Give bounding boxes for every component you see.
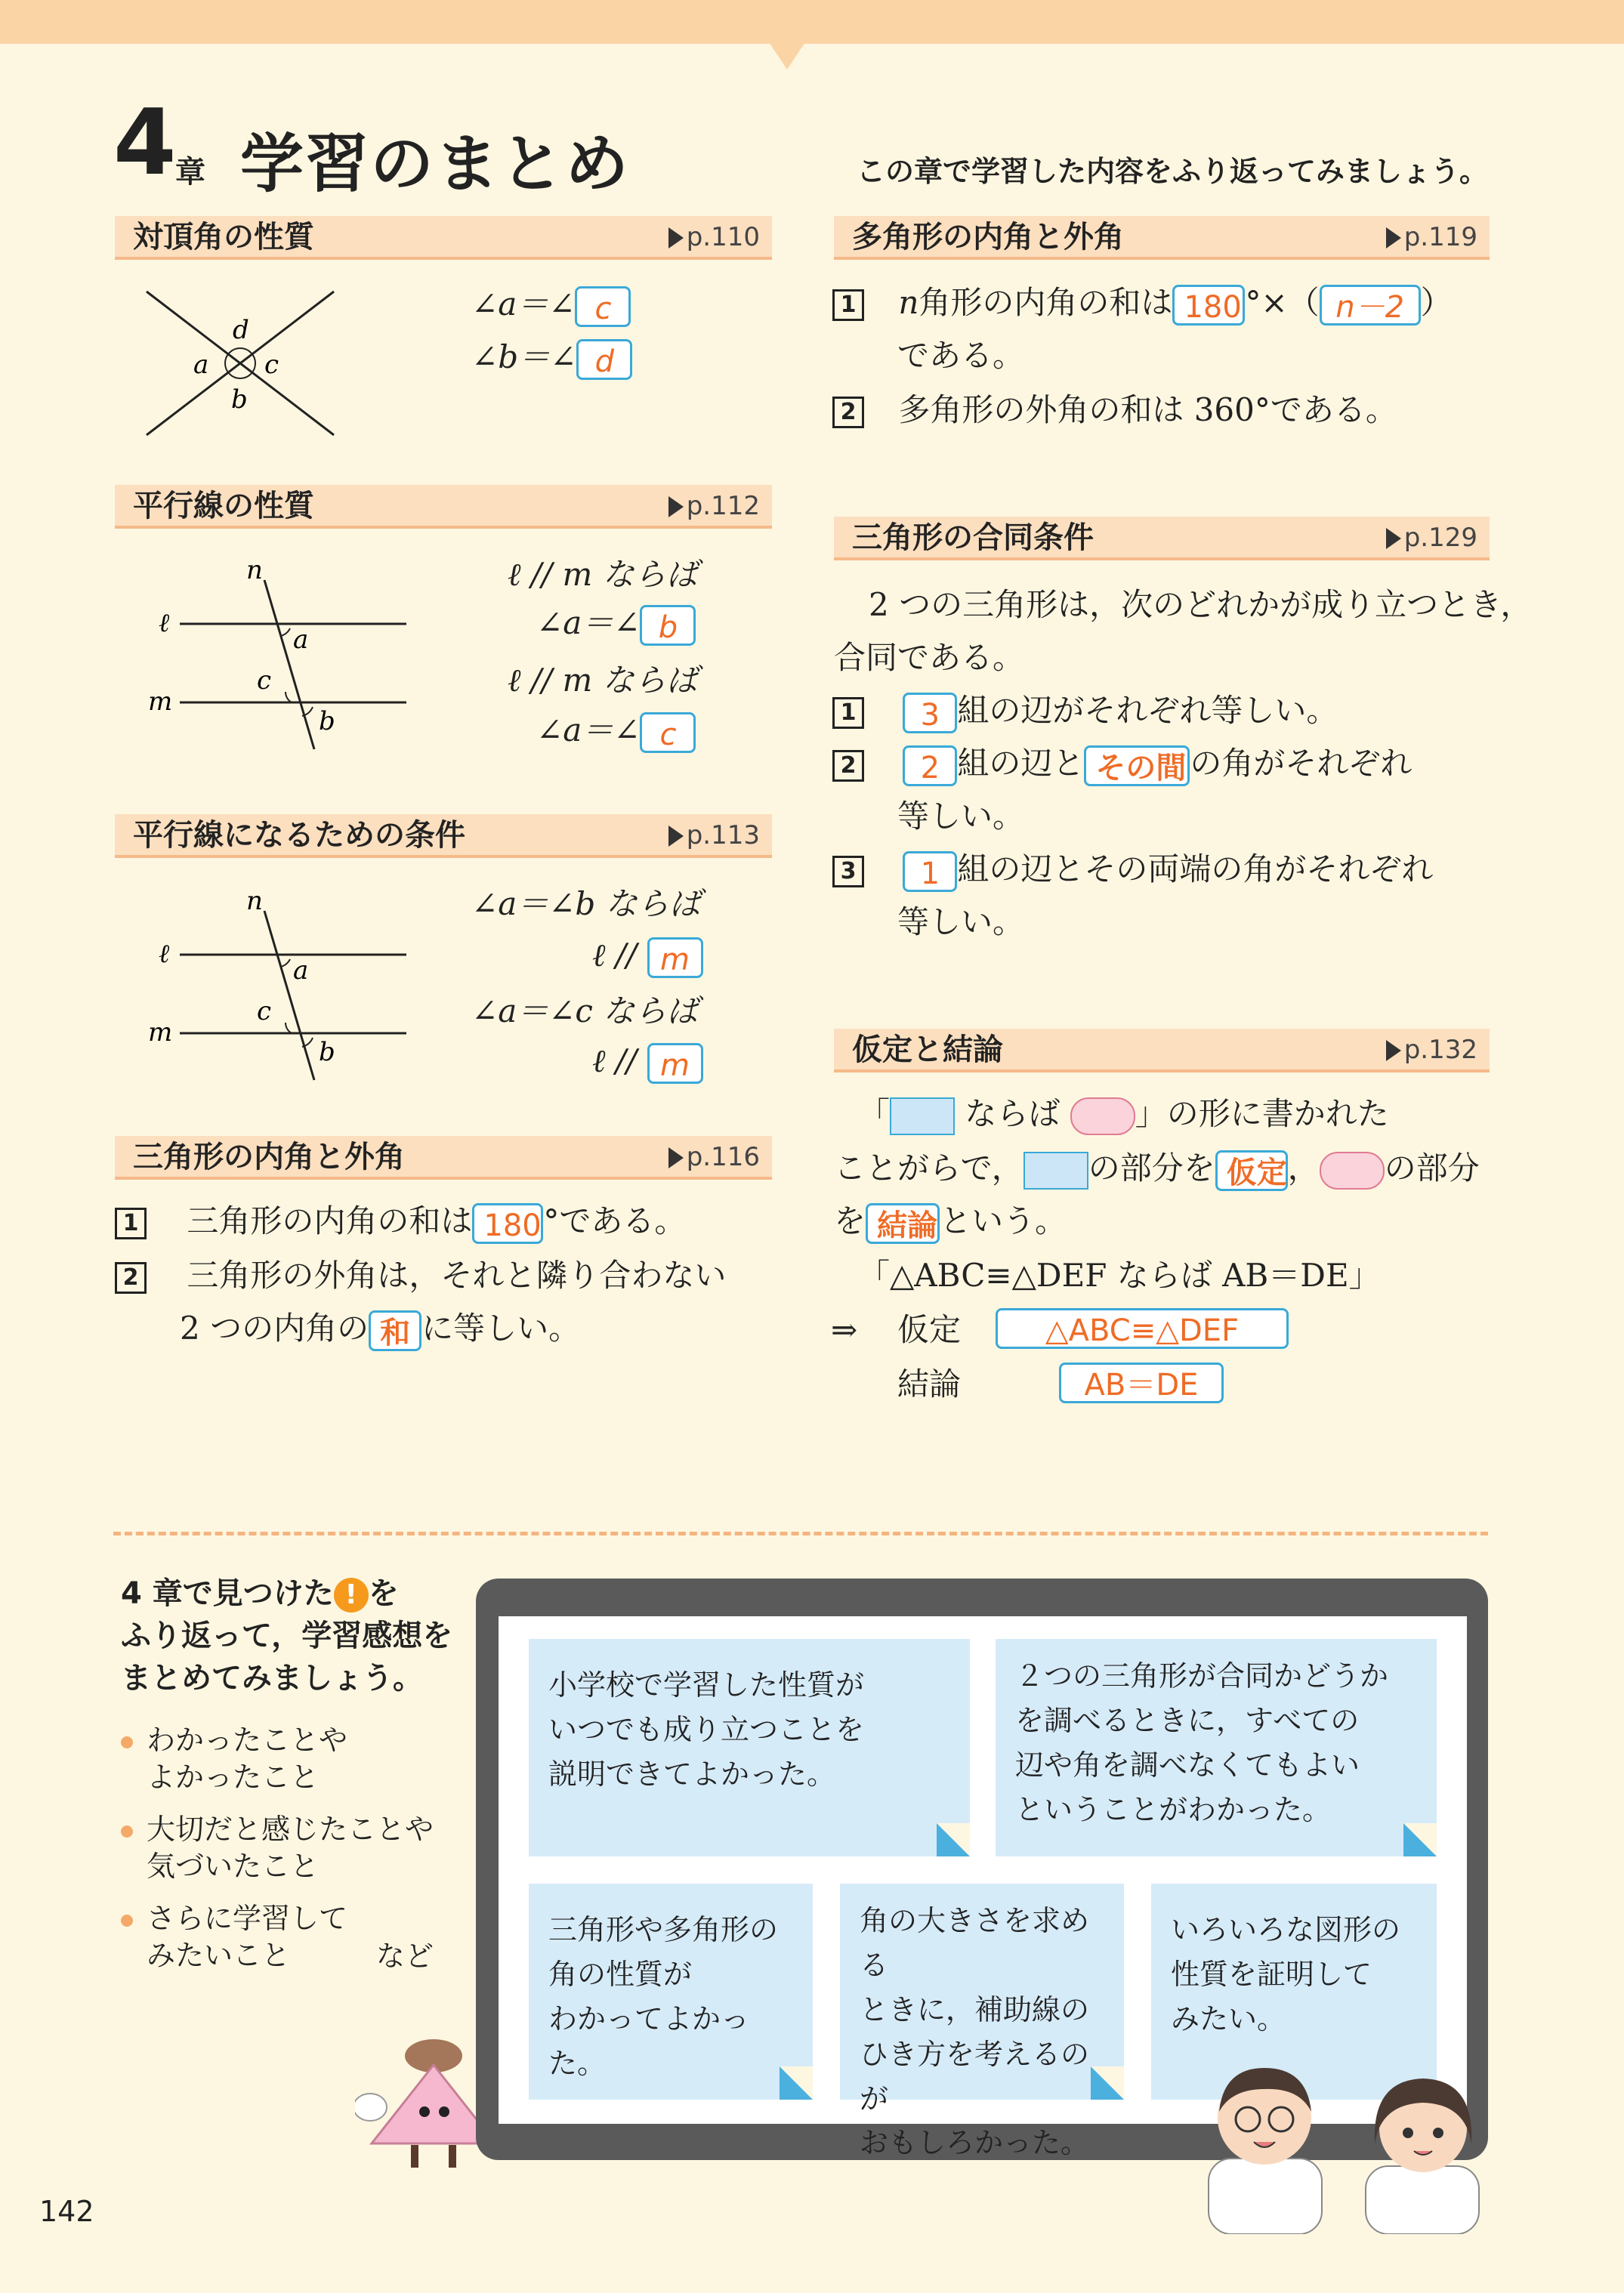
play-icon — [668, 826, 684, 847]
polygon-item-1: 1 n角形の内角の和は 180 °×（ n－2 ） — [832, 284, 1453, 326]
answer-box: c — [640, 712, 696, 753]
sticky-note-3: 三角形や多角形の 角の性質が わかってよかった。 — [529, 1884, 813, 2100]
item-number: 2 — [115, 1262, 147, 1294]
answer-box: 3 — [903, 693, 957, 733]
answer-box: m — [647, 1043, 703, 1084]
page-reference[interactable]: p.116 — [668, 1136, 760, 1178]
label-a: a — [293, 625, 309, 655]
pink-blank — [1320, 1152, 1385, 1190]
reflection-bullet-3: さらに学習して みたいこと — [121, 1900, 347, 1975]
label-l: ℓ — [159, 608, 170, 638]
triangle-item-2-cont: 2 つの内角の 和 に等しい。 — [180, 1310, 581, 1350]
hypothesis-arrow: ⇒ — [831, 1311, 858, 1348]
chapter-suffix: 章 — [175, 155, 205, 190]
label-b: b — [319, 706, 335, 736]
line-n — [264, 911, 314, 1080]
page-number: 142 — [39, 2195, 94, 2228]
chapter-number: 4 — [113, 91, 177, 196]
answer-box: 結論 — [866, 1203, 940, 1244]
top-band — [0, 0, 1624, 44]
answer-box: c — [575, 286, 631, 327]
label-b: b — [231, 384, 248, 415]
condition-result-2: ℓ // m — [592, 1042, 703, 1084]
play-icon — [668, 1147, 684, 1168]
arc-a — [281, 959, 290, 967]
page-reference[interactable]: p.112 — [668, 485, 760, 527]
section-header-parallel-conditions — [115, 814, 772, 858]
label-a: a — [293, 955, 309, 986]
pink-blank — [1070, 1097, 1135, 1135]
triangle-item-1: 1 三角形の内角の和は 180°である。 — [115, 1202, 686, 1244]
note-fold — [937, 1823, 970, 1856]
item-number: 2 — [832, 750, 864, 782]
student-girl-body — [1366, 2166, 1479, 2234]
hypothesis-line-2: ことがらで， の部分を 仮定， の部分 — [834, 1150, 1480, 1190]
item-number: 1 — [115, 1208, 147, 1239]
section-title: 三角形の合同条件 — [852, 520, 1094, 555]
answer-box: 180 — [1172, 285, 1245, 326]
blue-blank — [1023, 1152, 1088, 1190]
sticky-note-5: いろいろな図形の 性質を証明して みたい。 — [1151, 1884, 1437, 2100]
section-divider — [113, 1532, 1488, 1535]
parallel-cond-1: ℓ // m ならば — [508, 556, 698, 593]
play-icon — [668, 496, 684, 517]
item-number: 2 — [832, 397, 864, 428]
item-number: 1 — [832, 289, 864, 321]
student-boy-body — [1209, 2159, 1322, 2234]
answer-box: その間 — [1084, 745, 1190, 786]
mascot-hand-left — [355, 2094, 387, 2121]
hypothesis-label: 仮定 — [897, 1311, 962, 1348]
play-icon — [1386, 227, 1401, 248]
page-reference[interactable]: p.110 — [668, 216, 760, 258]
label-b: b — [319, 1037, 335, 1067]
congruence-item-2: 2 2 組の辺と その間 の角がそれぞれ — [832, 745, 1412, 786]
label-a: a — [193, 350, 209, 380]
play-icon — [668, 227, 684, 248]
bullet-dot — [121, 1825, 133, 1838]
bullet-dot — [121, 1915, 133, 1927]
page-reference[interactable]: p.119 — [1386, 216, 1477, 258]
section-title: 平行線の性質 — [133, 489, 314, 523]
triangle-item-2: 2 三角形の外角は，それと隣り合わない — [115, 1257, 726, 1295]
section-title: 対頂角の性質 — [133, 220, 314, 255]
section-title: 三角形の内角と外角 — [133, 1140, 405, 1174]
answer-box: m — [647, 937, 703, 978]
label-n: n — [246, 555, 263, 585]
congruence-intro-1: 2 つの三角形は，次のどれかが成り立つとき， — [869, 586, 1533, 623]
reflection-bullet-2: 大切だと感じたことや 気づいたこと — [121, 1811, 434, 1886]
label-m: m — [148, 687, 173, 717]
note-fold — [1403, 1823, 1437, 1856]
parallel-props-diagram — [144, 551, 415, 755]
section-header-parallel-props — [115, 485, 772, 529]
page-reference[interactable]: p.113 — [668, 814, 760, 856]
answer-box: 和 — [369, 1310, 421, 1351]
sticky-note-1: 小学校で学習した性質が いつでも成り立つことを 説明できてよかった。 — [529, 1639, 970, 1856]
polygon-item-2: 2 多角形の外角の和は 360°である。 — [832, 391, 1397, 429]
answer-box: 仮定 — [1215, 1150, 1288, 1191]
section-header-congruence — [834, 517, 1490, 560]
top-notch — [769, 42, 805, 69]
arc-c — [286, 692, 292, 702]
answer-box: 180 — [472, 1203, 543, 1244]
section-header-polygon-angles — [834, 216, 1490, 260]
sticky-note-4: 角の大きさを求める ときに，補助線の ひき方を考えるのが おもしろかった。 — [840, 1884, 1124, 2100]
congruence-item-3: 3 1 組の辺とその両端の角がそれぞれ — [832, 850, 1433, 892]
section-header-vertical-angles — [115, 216, 772, 260]
bullet-dot — [121, 1736, 133, 1748]
page-reference[interactable]: p.132 — [1386, 1029, 1477, 1071]
hypothesis-example: 「△ABC≡△DEF ならば AB＝DE」 — [858, 1257, 1381, 1294]
answer-box: d — [576, 339, 632, 380]
hypothesis-answer-box: △ABC≡△DEF — [996, 1308, 1289, 1349]
label-n: n — [246, 886, 263, 916]
page-reference[interactable]: p.129 — [1386, 517, 1477, 559]
students-illustration — [1193, 2045, 1496, 2234]
blue-blank — [890, 1097, 955, 1135]
answer-box: b — [640, 605, 696, 646]
chapter-intro: この章で学習した内容をふり返ってみましょう。 — [856, 155, 1488, 188]
play-icon — [1386, 1040, 1401, 1061]
arc-a — [281, 628, 290, 636]
label-m: m — [148, 1017, 173, 1048]
conclusion-answer-box: AB＝DE — [1059, 1363, 1224, 1403]
vertical-eq-1: ∠a＝∠ c — [471, 285, 631, 327]
congruence-item-2-cont: 等しい。 — [897, 798, 1025, 835]
label-c: c — [257, 996, 272, 1026]
section-title: 仮定と結論 — [852, 1032, 1003, 1067]
congruence-item-3-cont: 等しい。 — [897, 903, 1025, 940]
line-n — [264, 580, 314, 749]
label-c: c — [257, 665, 272, 696]
play-icon — [1386, 528, 1401, 549]
sticky-note-2: ２つの三角形が合同かどうか を調べるときに，すべての 辺や角を調べなくてもよい ということがわかった。 — [996, 1639, 1437, 1856]
answer-box: 2 — [903, 745, 957, 786]
exclamation-icon: ! — [334, 1578, 369, 1613]
arc-c — [286, 1023, 292, 1033]
condition-result-1: ℓ // m — [592, 937, 703, 978]
hypothesis-line-3: を 結論という。 — [834, 1202, 1067, 1243]
section-header-hypothesis — [834, 1029, 1490, 1072]
section-title: 多角形の内角と外角 — [852, 220, 1124, 255]
vertical-eq-2: ∠b＝∠ d — [471, 338, 632, 380]
reflection-prompt: 4 章で見つけた ! を ふり返って，学習感想を まとめてみましょう。 — [121, 1576, 453, 1696]
parallel-cond-2: ℓ // m ならば — [508, 662, 698, 699]
conclusion-label: 結論 — [897, 1366, 962, 1403]
reflection-etc: など — [376, 1940, 434, 1973]
parallel-eq-1: ∠a＝∠ b — [536, 604, 696, 646]
item-number: 3 — [832, 856, 864, 887]
note-fold — [1091, 2066, 1124, 2100]
item-number: 1 — [832, 697, 864, 729]
congruence-item-1: 1 3 組の辺がそれぞれ等しい。 — [832, 692, 1338, 733]
label-l: ℓ — [159, 939, 170, 969]
congruence-intro-2: 合同である。 — [834, 639, 1025, 676]
condition-2: ∠a＝∠c ならば — [471, 992, 699, 1029]
vertical-angles-diagram — [136, 279, 347, 446]
label-d: d — [233, 315, 249, 345]
condition-1: ∠a＝∠b ならば — [471, 885, 701, 922]
label-c: c — [264, 350, 279, 380]
hypothesis-line-1: 「 ならば 」の形に書かれた — [858, 1095, 1389, 1135]
parallel-conditions-diagram — [144, 882, 415, 1086]
section-header-triangle-angles — [115, 1136, 772, 1180]
page-title: 学習のまとめ — [240, 127, 631, 201]
answer-box: n－2 — [1320, 285, 1421, 326]
reflection-bullet-1: わかったことや よかったこと — [121, 1722, 347, 1797]
answer-box: 1 — [903, 851, 957, 892]
section-title: 平行線になるための条件 — [133, 818, 465, 853]
polygon-item-1-cont: である。 — [897, 337, 1025, 374]
note-fold — [780, 2066, 813, 2100]
parallel-eq-2: ∠a＝∠ c — [536, 711, 696, 753]
